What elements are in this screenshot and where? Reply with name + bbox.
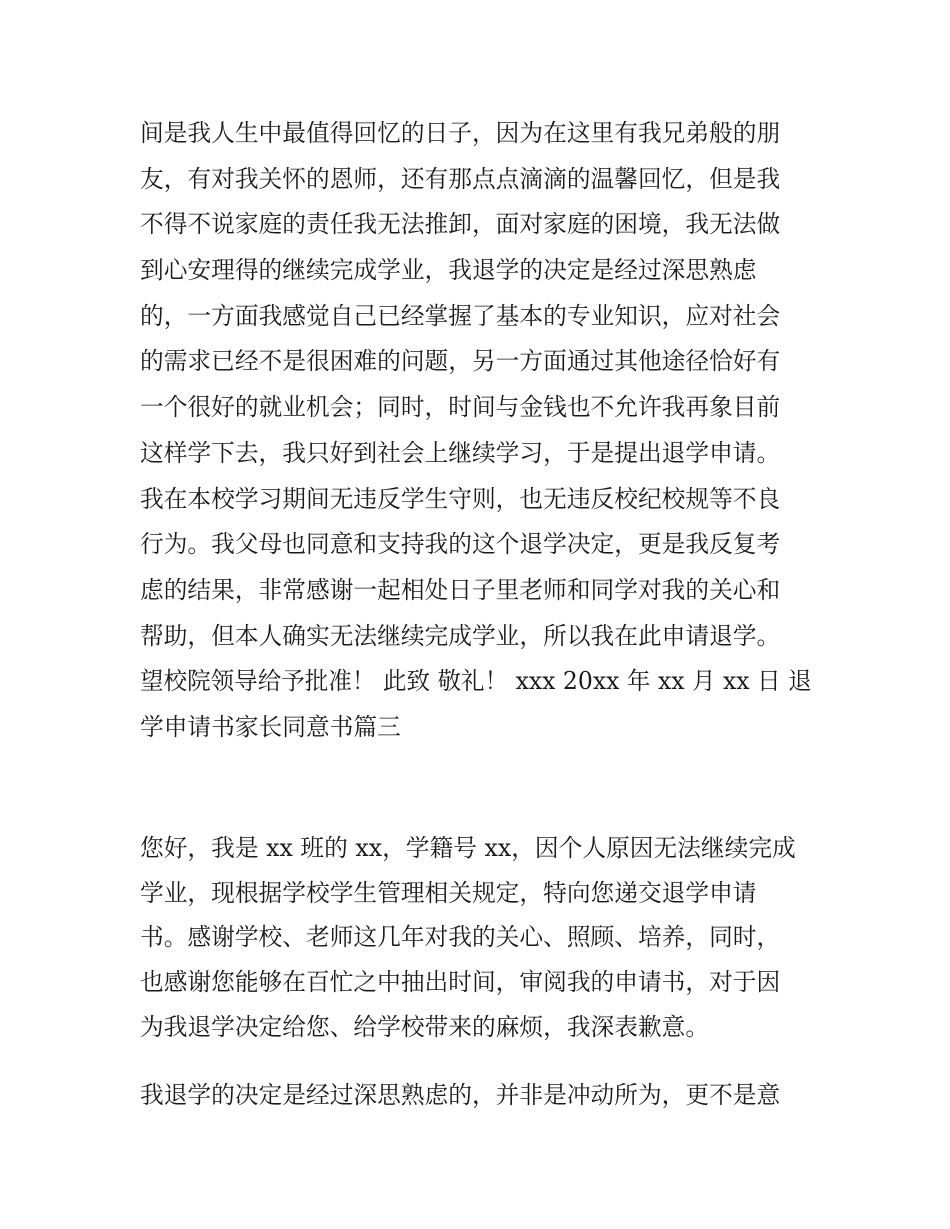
text-line: 友，有对我关怀的恩师，还有那点点滴滴的温馨回忆，但是我 bbox=[140, 164, 781, 193]
text-line: 不得不说家庭的责任我无法推卸，面对家庭的困境，我无法做 bbox=[140, 210, 781, 239]
text-line: 书。感谢学校、老师这几年对我的关心、照顾、培养，同时， bbox=[140, 923, 781, 952]
text-line: 间是我人生中最值得回忆的日子，因为在这里有我兄弟般的朋 bbox=[140, 119, 781, 147]
text-line: 望校院领导给予批准！ 此致 敬礼！ xxx 20xx 年 xx 月 xx 日 退 bbox=[140, 667, 812, 696]
text-line: 您好，我是 xx 班的 xx，学籍号 xx，因个人原因无法继续完成 bbox=[140, 834, 796, 862]
text-line: 的需求已经不是很困难的问题，另一方面通过其他途径恰好有 bbox=[140, 347, 781, 376]
text-line: 行为。我父母也同意和支持我的这个退学决定，更是我反复考 bbox=[140, 530, 781, 559]
text-line: 虑的结果，非常感谢一起相处日子里老师和同学对我的关心和 bbox=[140, 575, 781, 604]
text-line: 到心安理得的继续完成学业，我退学的决定是经过深思熟虑 bbox=[140, 256, 757, 285]
text-line: 一个很好的就业机会；同时，时间与金钱也不允许我再象目前 bbox=[140, 393, 781, 422]
paragraph-decision bbox=[140, 1076, 820, 1114]
text-line: 学业，现根据学校学生管理相关规定，特向您递交退学申请 bbox=[140, 878, 757, 907]
text-line: 这样学下去，我只好到社会上继续学习，于是提出退学申请。 bbox=[140, 438, 781, 467]
text-line: 的，一方面我感觉自己已经掌握了基本的专业知识，应对社会 bbox=[140, 301, 781, 330]
section-heading: 学申请书家长同意书篇三 bbox=[140, 712, 401, 741]
text-line: 帮助，但本人确实无法继续完成学业，所以我在此申请退学。 bbox=[140, 621, 781, 650]
text-line: 我在本校学习期间无违反学生守则，也无违反校纪校规等不良 bbox=[140, 484, 781, 513]
text-line: 为我退学决定给您、给学校带来的麻烦，我深表歉意。 bbox=[140, 1012, 710, 1041]
text-line: 也感谢您能够在百忙之中抽出时间，审阅我的申请书，对于因 bbox=[140, 968, 781, 997]
paragraph-reasons bbox=[140, 111, 820, 751]
text-line: 我退学的决定是经过深思熟虑的，并非是冲动所为，更不是意 bbox=[140, 1081, 781, 1109]
paragraph-greeting bbox=[140, 826, 820, 1049]
